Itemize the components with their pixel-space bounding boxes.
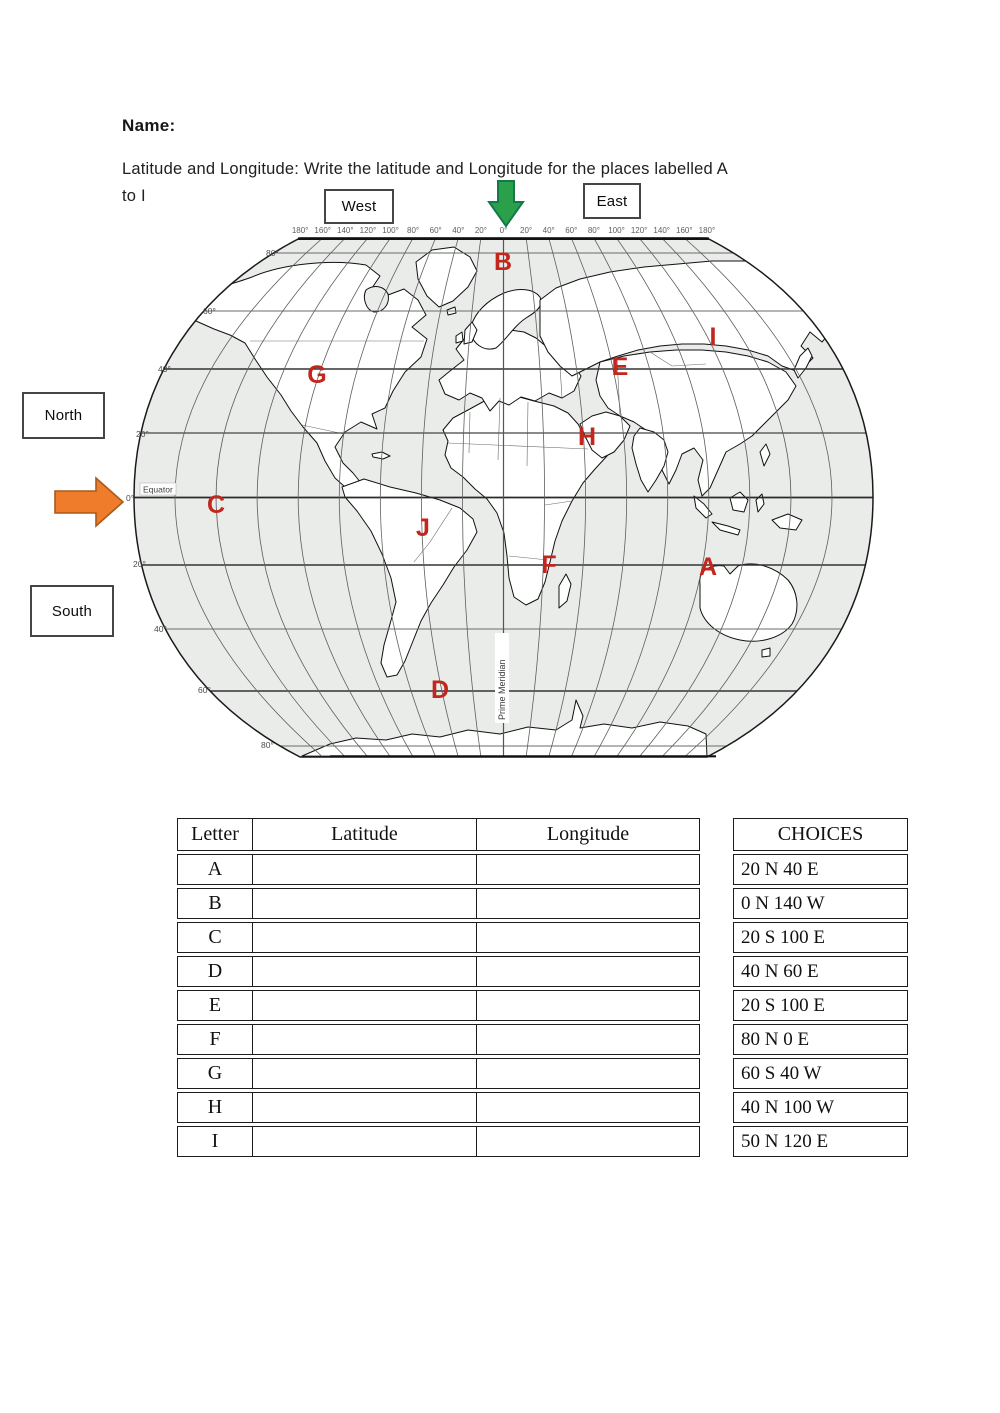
longitude-label: 20° (474, 226, 487, 235)
longitude-label: 80° (407, 226, 420, 235)
longitude-input-F[interactable] (477, 1024, 700, 1055)
latitude-input-D[interactable] (253, 956, 477, 987)
answer-row-E (177, 990, 700, 1021)
longitude-label: 100° (608, 226, 625, 235)
map-marker-H: H (577, 423, 597, 451)
latitude-input-B[interactable] (253, 888, 477, 919)
choice-row-2 (733, 888, 908, 919)
longitude-label: 80° (587, 226, 600, 235)
choice-row-4 (733, 956, 908, 987)
answer-row-F (177, 1024, 700, 1055)
latitude-input-H[interactable] (253, 1092, 477, 1123)
choice-option-5: 20 S 100 E (733, 990, 908, 1021)
answer-row-I (177, 1126, 700, 1157)
answer-letter-F: F (177, 1024, 253, 1055)
land-tasmania (762, 648, 770, 657)
latitude-label: 20° (133, 559, 146, 569)
answer-letter-C: C (177, 922, 253, 953)
latitude-label: 20° (136, 429, 149, 439)
longitude-input-C[interactable] (477, 922, 700, 953)
answer-letter-G: G (177, 1058, 253, 1089)
answer-table (177, 818, 700, 1160)
answer-letter-E: E (177, 990, 253, 1021)
answer-row-H (177, 1092, 700, 1123)
answer-header-latitude: Latitude (253, 818, 477, 851)
latitude-label: 60° (203, 306, 216, 316)
choice-row-8 (733, 1092, 908, 1123)
east-label: East (596, 192, 628, 210)
choice-row-9 (733, 1126, 908, 1157)
answer-letter-B: B (177, 888, 253, 919)
answer-row-A (177, 854, 700, 885)
choice-option-4: 40 N 60 E (733, 956, 908, 987)
name-label: Name: (122, 116, 176, 135)
choice-option-6: 80 N 0 E (733, 1024, 908, 1055)
answer-row-C (177, 922, 700, 953)
choice-option-3: 20 S 100 E (733, 922, 908, 953)
longitude-input-B[interactable] (477, 888, 700, 919)
answer-table-header-row (177, 818, 700, 851)
longitude-label: 100° (382, 226, 399, 235)
east-label-box (583, 183, 641, 219)
latitude-input-F[interactable] (253, 1024, 477, 1055)
equator-label: Equator (143, 484, 173, 495)
longitude-label: 160° (676, 226, 693, 235)
latitude-input-C[interactable] (253, 922, 477, 953)
instructions-line2: to I (122, 187, 146, 206)
longitude-label: 60° (429, 226, 442, 235)
choice-option-7: 60 S 40 W (733, 1058, 908, 1089)
longitude-label: 0° (499, 226, 508, 235)
choice-row-6 (733, 1024, 908, 1055)
answer-row-G (177, 1058, 700, 1089)
longitude-label: 120° (359, 226, 377, 235)
latitude-label: 40° (158, 364, 171, 374)
choice-option-9: 50 N 120 E (733, 1126, 908, 1157)
latitude-label: 80° (261, 740, 274, 750)
map-marker-C: C (206, 491, 226, 519)
longitude-input-G[interactable] (477, 1058, 700, 1089)
longitude-label: 180° (291, 226, 309, 235)
longitude-input-D[interactable] (477, 956, 700, 987)
map-marker-E: E (611, 353, 629, 381)
choices-header-row (733, 818, 908, 851)
answer-row-D (177, 956, 700, 987)
longitude-label: 160° (314, 226, 331, 235)
answer-letter-H: H (177, 1092, 253, 1123)
world-map (120, 225, 900, 770)
choices-header: CHOICES (733, 818, 908, 851)
latitude-input-G[interactable] (253, 1058, 477, 1089)
answer-letter-I: I (177, 1126, 253, 1157)
north-label-box (22, 392, 105, 439)
longitude-label: 40° (452, 226, 465, 235)
choice-option-1: 20 N 40 E (733, 854, 908, 885)
answer-letter-D: D (177, 956, 253, 987)
latitude-label: 0° (126, 493, 135, 503)
longitude-input-A[interactable] (477, 854, 700, 885)
longitude-label: 140° (337, 226, 354, 235)
map-marker-J: J (416, 514, 430, 542)
longitude-input-H[interactable] (477, 1092, 700, 1123)
map-marker-D: D (430, 676, 450, 704)
longitude-label: 180° (698, 226, 716, 235)
longitude-input-I[interactable] (477, 1126, 700, 1157)
answer-row-B (177, 888, 700, 919)
latitude-label: 40° (154, 624, 167, 634)
answer-header-longitude: Longitude (477, 818, 700, 851)
west-label-box (324, 189, 394, 224)
latitude-input-I[interactable] (253, 1126, 477, 1157)
answer-letter-A: A (177, 854, 253, 885)
choice-row-5 (733, 990, 908, 1021)
choice-row-3 (733, 922, 908, 953)
latitude-input-A[interactable] (253, 854, 477, 885)
map-marker-I: I (709, 323, 717, 351)
longitude-label: 140° (653, 226, 670, 235)
latitude-label: 80° (266, 248, 279, 258)
prime-meridian-label: Prime Meridian (497, 659, 507, 720)
south-label: South (51, 602, 93, 620)
choice-option-8: 40 N 100 W (733, 1092, 908, 1123)
south-label-box (30, 585, 114, 637)
map-marker-G: G (307, 361, 327, 389)
choice-option-2: 0 N 140 W (733, 888, 908, 919)
instructions-line1: Latitude and Longitude: Write the latitude and Longitude for the places labelled A (122, 160, 728, 178)
map-marker-F: F (541, 551, 557, 579)
west-label: West (341, 198, 377, 215)
hudson-bay (364, 287, 388, 312)
green-down-arrow-icon (486, 180, 526, 228)
map-marker-B: B (493, 248, 513, 276)
map-marker-A: A (698, 553, 718, 581)
longitude-input-E[interactable] (477, 990, 700, 1021)
longitude-label: 120° (630, 226, 648, 235)
latitude-input-E[interactable] (253, 990, 477, 1021)
choice-row-1 (733, 854, 908, 885)
orange-right-arrow-icon (53, 476, 125, 528)
longitude-label: 60° (565, 226, 578, 235)
choice-row-7 (733, 1058, 908, 1089)
answer-header-letter: Letter (177, 818, 253, 851)
choices-table (733, 818, 908, 1160)
longitude-label: 40° (542, 226, 555, 235)
latitude-label: 60° (198, 685, 211, 695)
longitude-scale (292, 226, 715, 235)
north-label: North (44, 407, 83, 424)
longitude-label: 20° (520, 226, 533, 235)
